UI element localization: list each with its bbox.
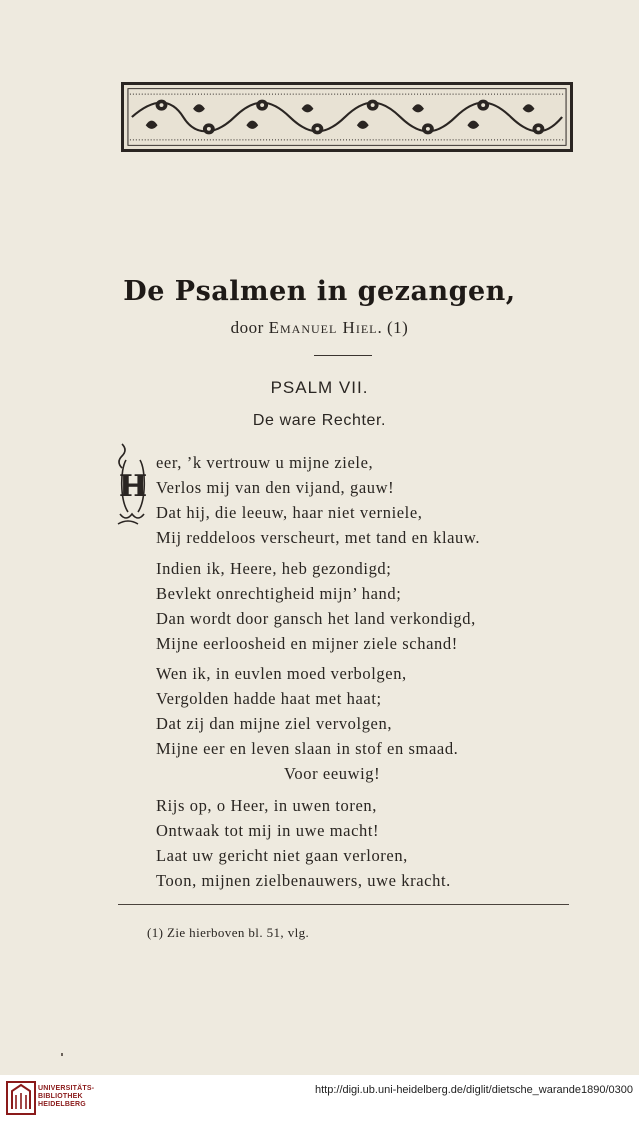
verse-line: Wen ik, in euvlen moed verbolgen, [156, 664, 407, 683]
library-name[interactable] [38, 1085, 94, 1109]
library-name-line: BIBLIOTHEK [38, 1093, 83, 1100]
verse-line: Verlos mij van den vijand, gauw! [156, 478, 395, 497]
footer-bar [0, 1075, 639, 1123]
verse-line: Dat zij dan mijne ziel vervolgen, [156, 714, 393, 733]
verse-line: Bevlekt onrechtigheid mijn’ hand; [156, 584, 402, 603]
verse-line: Indien ik, Heere, heb gezondigd; [156, 559, 392, 578]
verse-line: Dat hij, die leeuw, haar niet verniele, [156, 503, 423, 522]
verse-line: Mijne eerloosheid en mijner ziele schand! [156, 634, 458, 653]
verse-line: eer, ’k vertrouw u mijne ziele, [156, 453, 374, 472]
article-title: De Psalmen in gezangen, [123, 276, 516, 307]
dropcap-letter: H [118, 469, 148, 504]
footnote: (1) Zie hierboven bl. 51, vlg. [147, 925, 310, 940]
verse-line: Vergolden hadde haat met haat; [156, 689, 382, 708]
verse-line: Toon, mijnen zielbenauwers, uwe kracht. [156, 871, 451, 890]
byline [0, 318, 639, 338]
ornamental-header-band [121, 82, 573, 152]
verse-line: Dan wordt door gansch het land verkondigd, [156, 609, 476, 628]
verse-line: Mij reddeloos verscheurt, met tand en klauw. [156, 528, 481, 547]
stanza-2 [156, 556, 476, 656]
title-divider [314, 355, 372, 356]
footnote-rule [118, 904, 569, 905]
author-name: Emanuel Hiel [268, 318, 378, 337]
stanza-3 [156, 661, 458, 786]
psalm-subtitle: De ware Rechter. [252, 412, 387, 429]
decorative-initial-h [114, 440, 152, 530]
byline-prefix: door [230, 318, 269, 337]
library-name-line: UNIVERSITÄTS- [38, 1085, 95, 1092]
university-library-logo-icon[interactable] [6, 1081, 36, 1115]
verse-line: Ontwaak tot mij in uwe macht! [156, 821, 380, 840]
library-name-line: HEIDELBERG [38, 1101, 86, 1108]
verse-line: Mijne eer en leven slaan in stof en smaad. [156, 739, 459, 758]
verse-line: Laat uw gericht niet gaan verloren, [156, 846, 408, 865]
byline-suffix: . (1) [377, 318, 409, 337]
psalm-heading: PSALM VII. [270, 378, 369, 397]
stanza-4 [156, 793, 451, 893]
paper-speck [61, 1053, 63, 1056]
verse-line: Rijs op, o Heer, in uwen toren, [156, 796, 377, 815]
permalink-url[interactable]: http://digi.ub.uni-heidelberg.de/diglit/dietsche_warande1890/0300 [314, 1084, 633, 1096]
stanza-1 [156, 450, 480, 550]
refrain-line: Voor eeuwig! [284, 764, 381, 783]
